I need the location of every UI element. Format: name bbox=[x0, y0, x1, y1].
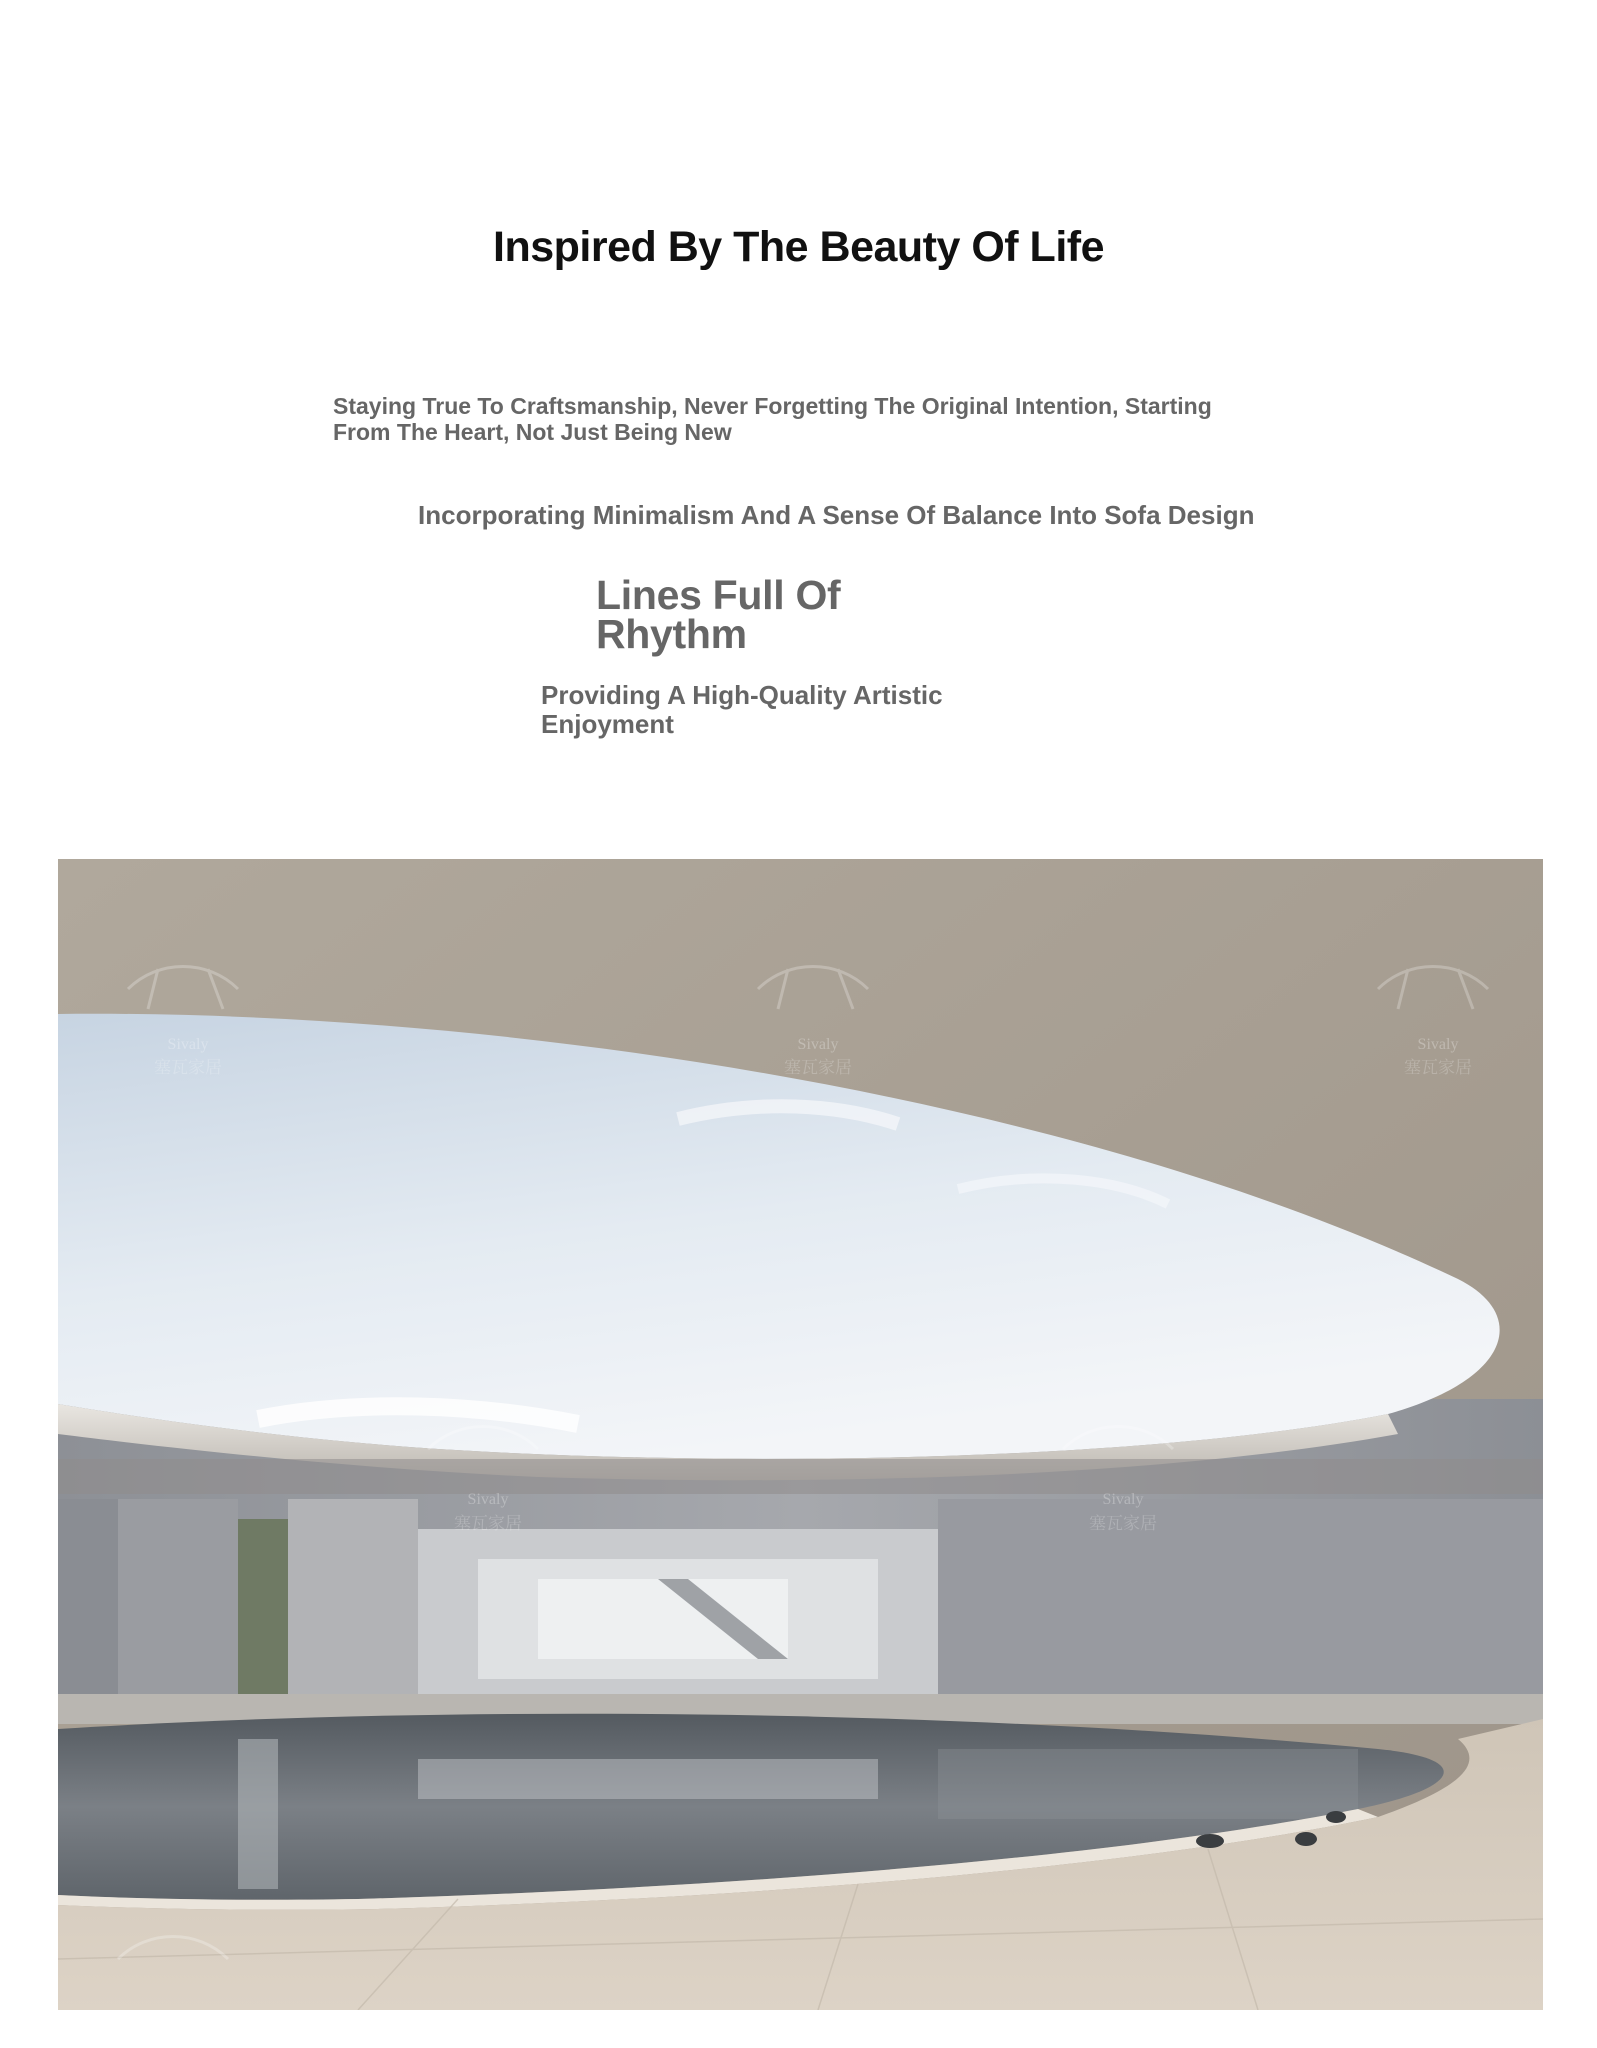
watermark-text: Sivaly bbox=[467, 1491, 509, 1508]
watermark-text: Sivaly bbox=[167, 1036, 209, 1053]
watermark-text: Sivaly bbox=[1102, 1491, 1144, 1508]
watermark-text: Sivaly bbox=[797, 1036, 839, 1053]
page-title: Inspired By The Beauty Of Life bbox=[493, 223, 1104, 271]
courtyard-illustration bbox=[58, 859, 1543, 2010]
watermark-subtext: 塞瓦家居 bbox=[784, 1058, 852, 1078]
watermark-text: Sivaly bbox=[1417, 1036, 1459, 1053]
watermark-subtext: 塞瓦家居 bbox=[454, 1514, 522, 1534]
intro-line-rhythm: Lines Full Of Rhythm bbox=[596, 572, 841, 657]
intro-line-craftsmanship: Staying True To Craftsmanship, Never Forgetting The Original Intention, Starting From The Heart, Not Just Being New bbox=[333, 393, 1212, 446]
watermark-subtext: 塞瓦家居 bbox=[1404, 1058, 1472, 1078]
watermark-subtext: 塞瓦家居 bbox=[154, 1058, 222, 1078]
watermark-subtext: 塞瓦家居 bbox=[1089, 1514, 1157, 1534]
hero-image bbox=[58, 859, 1543, 2010]
intro-line-artistic: Providing A High-Quality Artistic Enjoyment bbox=[541, 680, 943, 739]
intro-line-minimalism: Incorporating Minimalism And A Sense Of Balance Into Sofa Design bbox=[418, 500, 1255, 530]
